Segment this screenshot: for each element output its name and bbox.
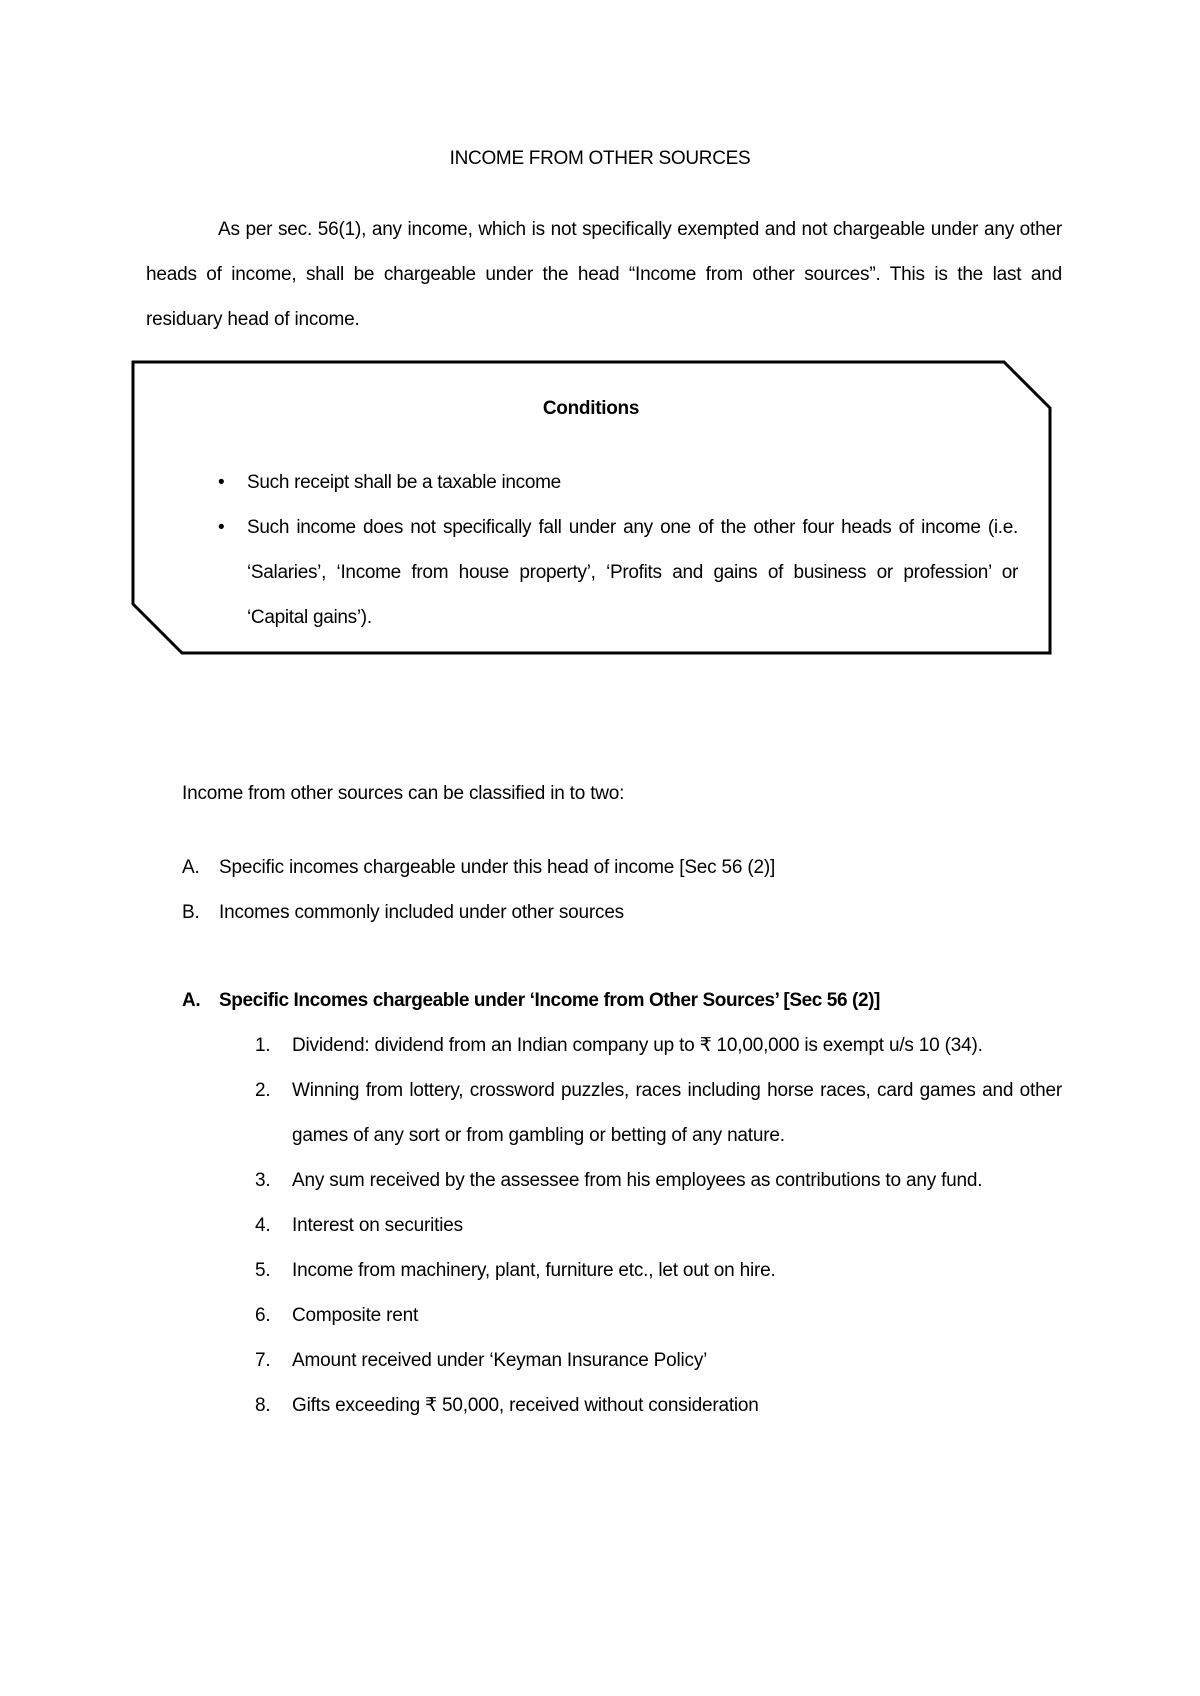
item-text: Incomes commonly included under other sources [219,902,624,923]
item-text: Any sum received by the assessee from his employees as contributions to any fund. [292,1170,983,1191]
list-item [255,1383,1062,1428]
item-number: 7. [255,1350,271,1371]
item-label: A. [182,857,200,878]
list-item [255,1203,1062,1248]
condition-text: Such income does not specifically fall under any one of the other four heads of income (i.e. ‘Salaries’, ‘Income from house property’, ‘Profits and gains of business or profession’ or ‘Capital gains’). [247,517,1018,628]
item-number: 5. [255,1260,271,1281]
list-item [255,1068,1062,1158]
section-label: A. [182,990,201,1011]
section-heading-text: Specific Incomes chargeable under ‘Income from Other Sources’ [Sec 56 (2)] [219,990,880,1011]
classification-intro: Income from other sources can be classified in to two: [182,783,625,804]
conditions-list [218,460,1018,640]
item-number: 3. [255,1170,271,1191]
section-a-heading [182,978,1062,1023]
intro-paragraph: As per sec. 56(1), any income, which is not specifically exempted and not chargeable under any other heads of income, shall be chargeable under the head “Income from other sources”. This is the last and residuary head of income. [146,219,1062,330]
list-item [255,1338,1062,1383]
list-item [255,1293,1062,1338]
specific-incomes-list [255,1023,1062,1428]
bullet-icon: • [218,517,225,538]
list-item [255,1023,1062,1068]
item-text: Amount received under ‘Keyman Insurance Policy’ [292,1350,708,1371]
classification-item [182,845,1062,890]
item-text: Dividend: dividend from an Indian company up to ₹ 10,00,000 is exempt u/s 10 (34). [292,1035,983,1056]
item-number: 2. [255,1080,271,1101]
document-title: INCOME FROM OTHER SOURCES [449,148,751,169]
item-text: Income from machinery, plant, furniture etc., let out on hire. [292,1260,776,1281]
item-number: 4. [255,1215,271,1236]
item-text: Gifts exceeding ₹ 50,000, received without consideration [292,1395,759,1416]
item-label: B. [182,902,200,923]
bullet-icon: • [218,472,225,493]
condition-text: Such receipt shall be a taxable income [247,472,561,493]
list-item [255,1158,1062,1203]
item-text: Interest on securities [292,1215,463,1236]
list-item [255,1248,1062,1293]
item-number: 6. [255,1305,271,1326]
classification-item [182,890,1062,935]
condition-item [218,460,1018,505]
item-number: 1. [255,1035,271,1056]
item-text: Specific incomes chargeable under this head of income [Sec 56 (2)] [219,857,776,878]
item-text: Winning from lottery, crossword puzzles, races including horse races, card games and other games of any sort or from gambling or betting of any nature. [292,1080,1062,1146]
conditions-heading: Conditions [542,398,640,419]
condition-item [218,505,1018,640]
classification-list [182,845,1062,935]
item-text: Composite rent [292,1305,419,1326]
item-number: 8. [255,1395,271,1416]
